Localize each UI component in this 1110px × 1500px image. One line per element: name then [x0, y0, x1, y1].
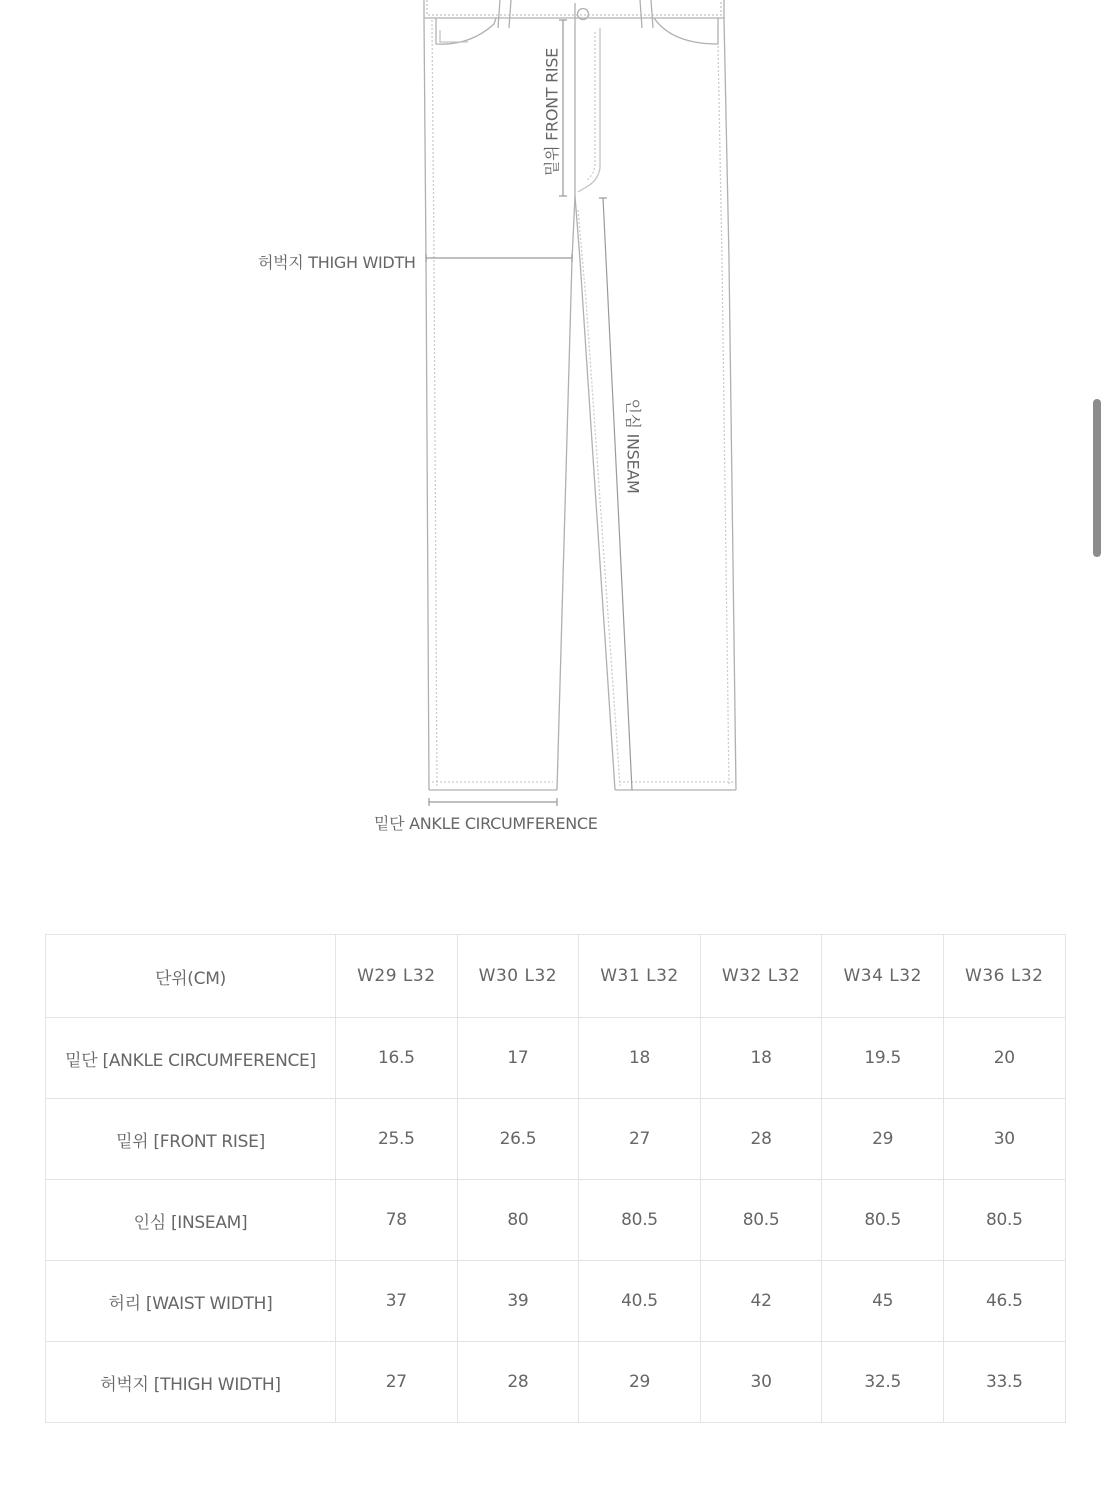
unit-header: 단위(CM): [46, 935, 336, 1018]
table-cell: 29: [822, 1099, 944, 1180]
table-cell: 39: [457, 1261, 579, 1342]
table-cell: 27: [336, 1342, 458, 1423]
row-label: 허리 [WAIST WIDTH]: [46, 1261, 336, 1342]
size-column-header: W32 L32: [700, 935, 822, 1018]
table-cell: 45: [822, 1261, 944, 1342]
table-cell: 80.5: [700, 1180, 822, 1261]
table-header-row: [46, 935, 1066, 1018]
table-cell: 40.5: [579, 1261, 701, 1342]
table-cell: 25.5: [336, 1099, 458, 1180]
table-cell: 42: [700, 1261, 822, 1342]
table-cell: 16.5: [336, 1018, 458, 1099]
inseam-label: 인심 INSEAM: [623, 398, 643, 494]
size-column-header: W29 L32: [336, 935, 458, 1018]
front-rise-label: 밑위 FRONT RISE: [542, 48, 562, 176]
size-chart-table: [45, 934, 1066, 1423]
table-cell: 19.5: [822, 1018, 944, 1099]
table-row: [46, 1261, 1066, 1342]
row-label: 허벅지 [THIGH WIDTH]: [46, 1342, 336, 1423]
row-label: 인심 [INSEAM]: [46, 1180, 336, 1261]
table-cell: 32.5: [822, 1342, 944, 1423]
table-cell: 46.5: [943, 1261, 1065, 1342]
size-column-header: W31 L32: [579, 935, 701, 1018]
table-cell: 78: [336, 1180, 458, 1261]
table-row: [46, 1018, 1066, 1099]
table-cell: 26.5: [457, 1099, 579, 1180]
table-cell: 80.5: [579, 1180, 701, 1261]
table-cell: 37: [336, 1261, 458, 1342]
table-row: [46, 1099, 1066, 1180]
table-cell: 28: [700, 1099, 822, 1180]
table-cell: 80.5: [822, 1180, 944, 1261]
row-label: 밑단 [ANKLE CIRCUMFERENCE]: [46, 1018, 336, 1099]
ankle-circumference-label: 밑단 ANKLE CIRCUMFERENCE: [374, 814, 598, 833]
table-cell: 33.5: [943, 1342, 1065, 1423]
table-row: [46, 1180, 1066, 1261]
table-row: [46, 1342, 1066, 1423]
table-cell: 20: [943, 1018, 1065, 1099]
table-cell: 80.5: [943, 1180, 1065, 1261]
size-column-header: W36 L32: [943, 935, 1065, 1018]
table-cell: 80: [457, 1180, 579, 1261]
row-label: 밑위 [FRONT RISE]: [46, 1099, 336, 1180]
table-cell: 18: [579, 1018, 701, 1099]
table-cell: 18: [700, 1018, 822, 1099]
table-cell: 17: [457, 1018, 579, 1099]
table-cell: 27: [579, 1099, 701, 1180]
table-cell: 30: [943, 1099, 1065, 1180]
thigh-width-label: 허벅지 THIGH WIDTH: [258, 253, 416, 272]
table-cell: 29: [579, 1342, 701, 1423]
size-column-header: W30 L32: [457, 935, 579, 1018]
vertical-scrollbar[interactable]: [1093, 399, 1101, 557]
table-cell: 30: [700, 1342, 822, 1423]
table-cell: 28: [457, 1342, 579, 1423]
size-column-header: W34 L32: [822, 935, 944, 1018]
